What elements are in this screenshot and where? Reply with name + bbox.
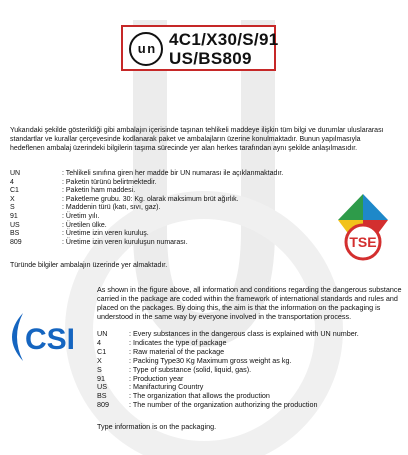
list-item (10, 170, 283, 179)
code-label: UN (10, 170, 21, 177)
turkish-intro-paragraph: Yukarıdaki şekilde gösterildiği gibi ambalajın içerisinde taşınan tehlikeli maddeye ilişkin tüm bilgi ve durumlar uluslararası standartlar ve kurallar çerçevesinde kodlanarak paket ve ambalajların üzerine konulmaktadır. Bunun yapılmasıyla hedeflenen ambalaj üzerindeki bilgilerin taşıma sürecinde yer alan herkes tarafından aynı şekilde anlaşılmasıdır. (10, 127, 384, 152)
turkish-code-list (10, 170, 283, 247)
code-label: UN (97, 329, 108, 338)
un-symbol-icon (129, 32, 163, 66)
code-label: C1 (97, 346, 107, 356)
code-label: 91 (10, 212, 18, 220)
code-description: : Manifacturing Country (129, 382, 204, 392)
code-label: X (10, 195, 15, 203)
list-item (10, 230, 283, 239)
tse-logo-segment-blue (363, 194, 388, 220)
code-description: : The organization that allows the production (129, 391, 270, 401)
code-label: 91 (97, 373, 105, 383)
un-marking-box (121, 25, 279, 71)
code-description: : Indicates the type of package (129, 337, 227, 347)
tse-logo (328, 192, 398, 262)
list-item (10, 213, 283, 222)
code-label: 4 (97, 337, 101, 347)
code-description: : The number of the organization authorizing the production (129, 400, 318, 410)
english-intro-paragraph: As shown in the figure above, all information and conditions regarding the dangerous substance carried in the package are coded within the framework of international standards and rules and placed on the packages. By doing this, the aim is that the information on the packaging is understood in the same way by everyone involved in the transportation process. (97, 285, 402, 321)
code-description: : Every substances in the dangerous class is explained with UN number. (129, 329, 359, 338)
csi-logo-text: CSI (25, 323, 76, 356)
code-label: 809 (97, 400, 109, 410)
code-description: : Paketleme grubu. 30: Kg. olarak maksimum brüt ağırlık. (62, 195, 239, 203)
english-note: Type information is on the packaging. (97, 422, 217, 431)
list-item (10, 222, 283, 231)
code-label: BS (97, 391, 107, 401)
code-description: : Üretime izin veren kuruluşun numarası. (62, 238, 188, 246)
list-item (10, 204, 283, 213)
code-label: X (97, 355, 102, 365)
code-label: US (10, 221, 20, 229)
code-label: 4 (10, 178, 14, 186)
code-label: 809 (10, 238, 22, 246)
code-description: : Paketin ham maddesi. (62, 187, 136, 195)
turkish-note: Türünde bilgiler ambalajın üzerinde yer almaktadır. (10, 262, 168, 269)
tse-logo-segment-green (338, 194, 363, 220)
list-item (97, 401, 359, 410)
code-description: : Tehlikeli sınıfına giren her madde bir UN numarası ile açıklanmaktadır. (62, 170, 284, 177)
code-label: US (97, 382, 107, 392)
un-code-line-1: 4C1/X30/S/91 (169, 30, 279, 49)
english-code-list (97, 330, 359, 410)
code-description: : Raw material of the package (129, 346, 225, 356)
list-item (10, 187, 283, 196)
un-code-line-2: US/BS809 (169, 49, 252, 68)
code-description: : Packing Type30 Kg Maximum gross weight as kg. (129, 355, 292, 365)
code-description: : Üretime izin veren kuruluş. (62, 230, 149, 238)
tse-logo-text: TSE (349, 234, 377, 250)
code-description: : Paketin türünü belirtmektedir. (62, 178, 157, 186)
code-description: : Üretim yılı. (62, 212, 100, 220)
code-description: : Maddenin türü (katı, sıvı, gaz). (62, 204, 161, 212)
list-item (10, 196, 283, 205)
code-description: : Üretilen ülke. (62, 221, 107, 229)
code-label: S (97, 364, 102, 374)
un-symbol-text: u n (137, 41, 155, 56)
code-label: C1 (10, 187, 19, 195)
code-description: : Production year (129, 373, 184, 383)
code-label: S (10, 204, 15, 212)
csi-logo (5, 311, 93, 363)
list-item (10, 239, 283, 248)
list-item (10, 179, 283, 188)
code-description: : Type of substance (solid, liquid, gas). (129, 364, 252, 374)
csi-logo-swoosh (12, 313, 23, 361)
code-label: BS (10, 230, 20, 238)
